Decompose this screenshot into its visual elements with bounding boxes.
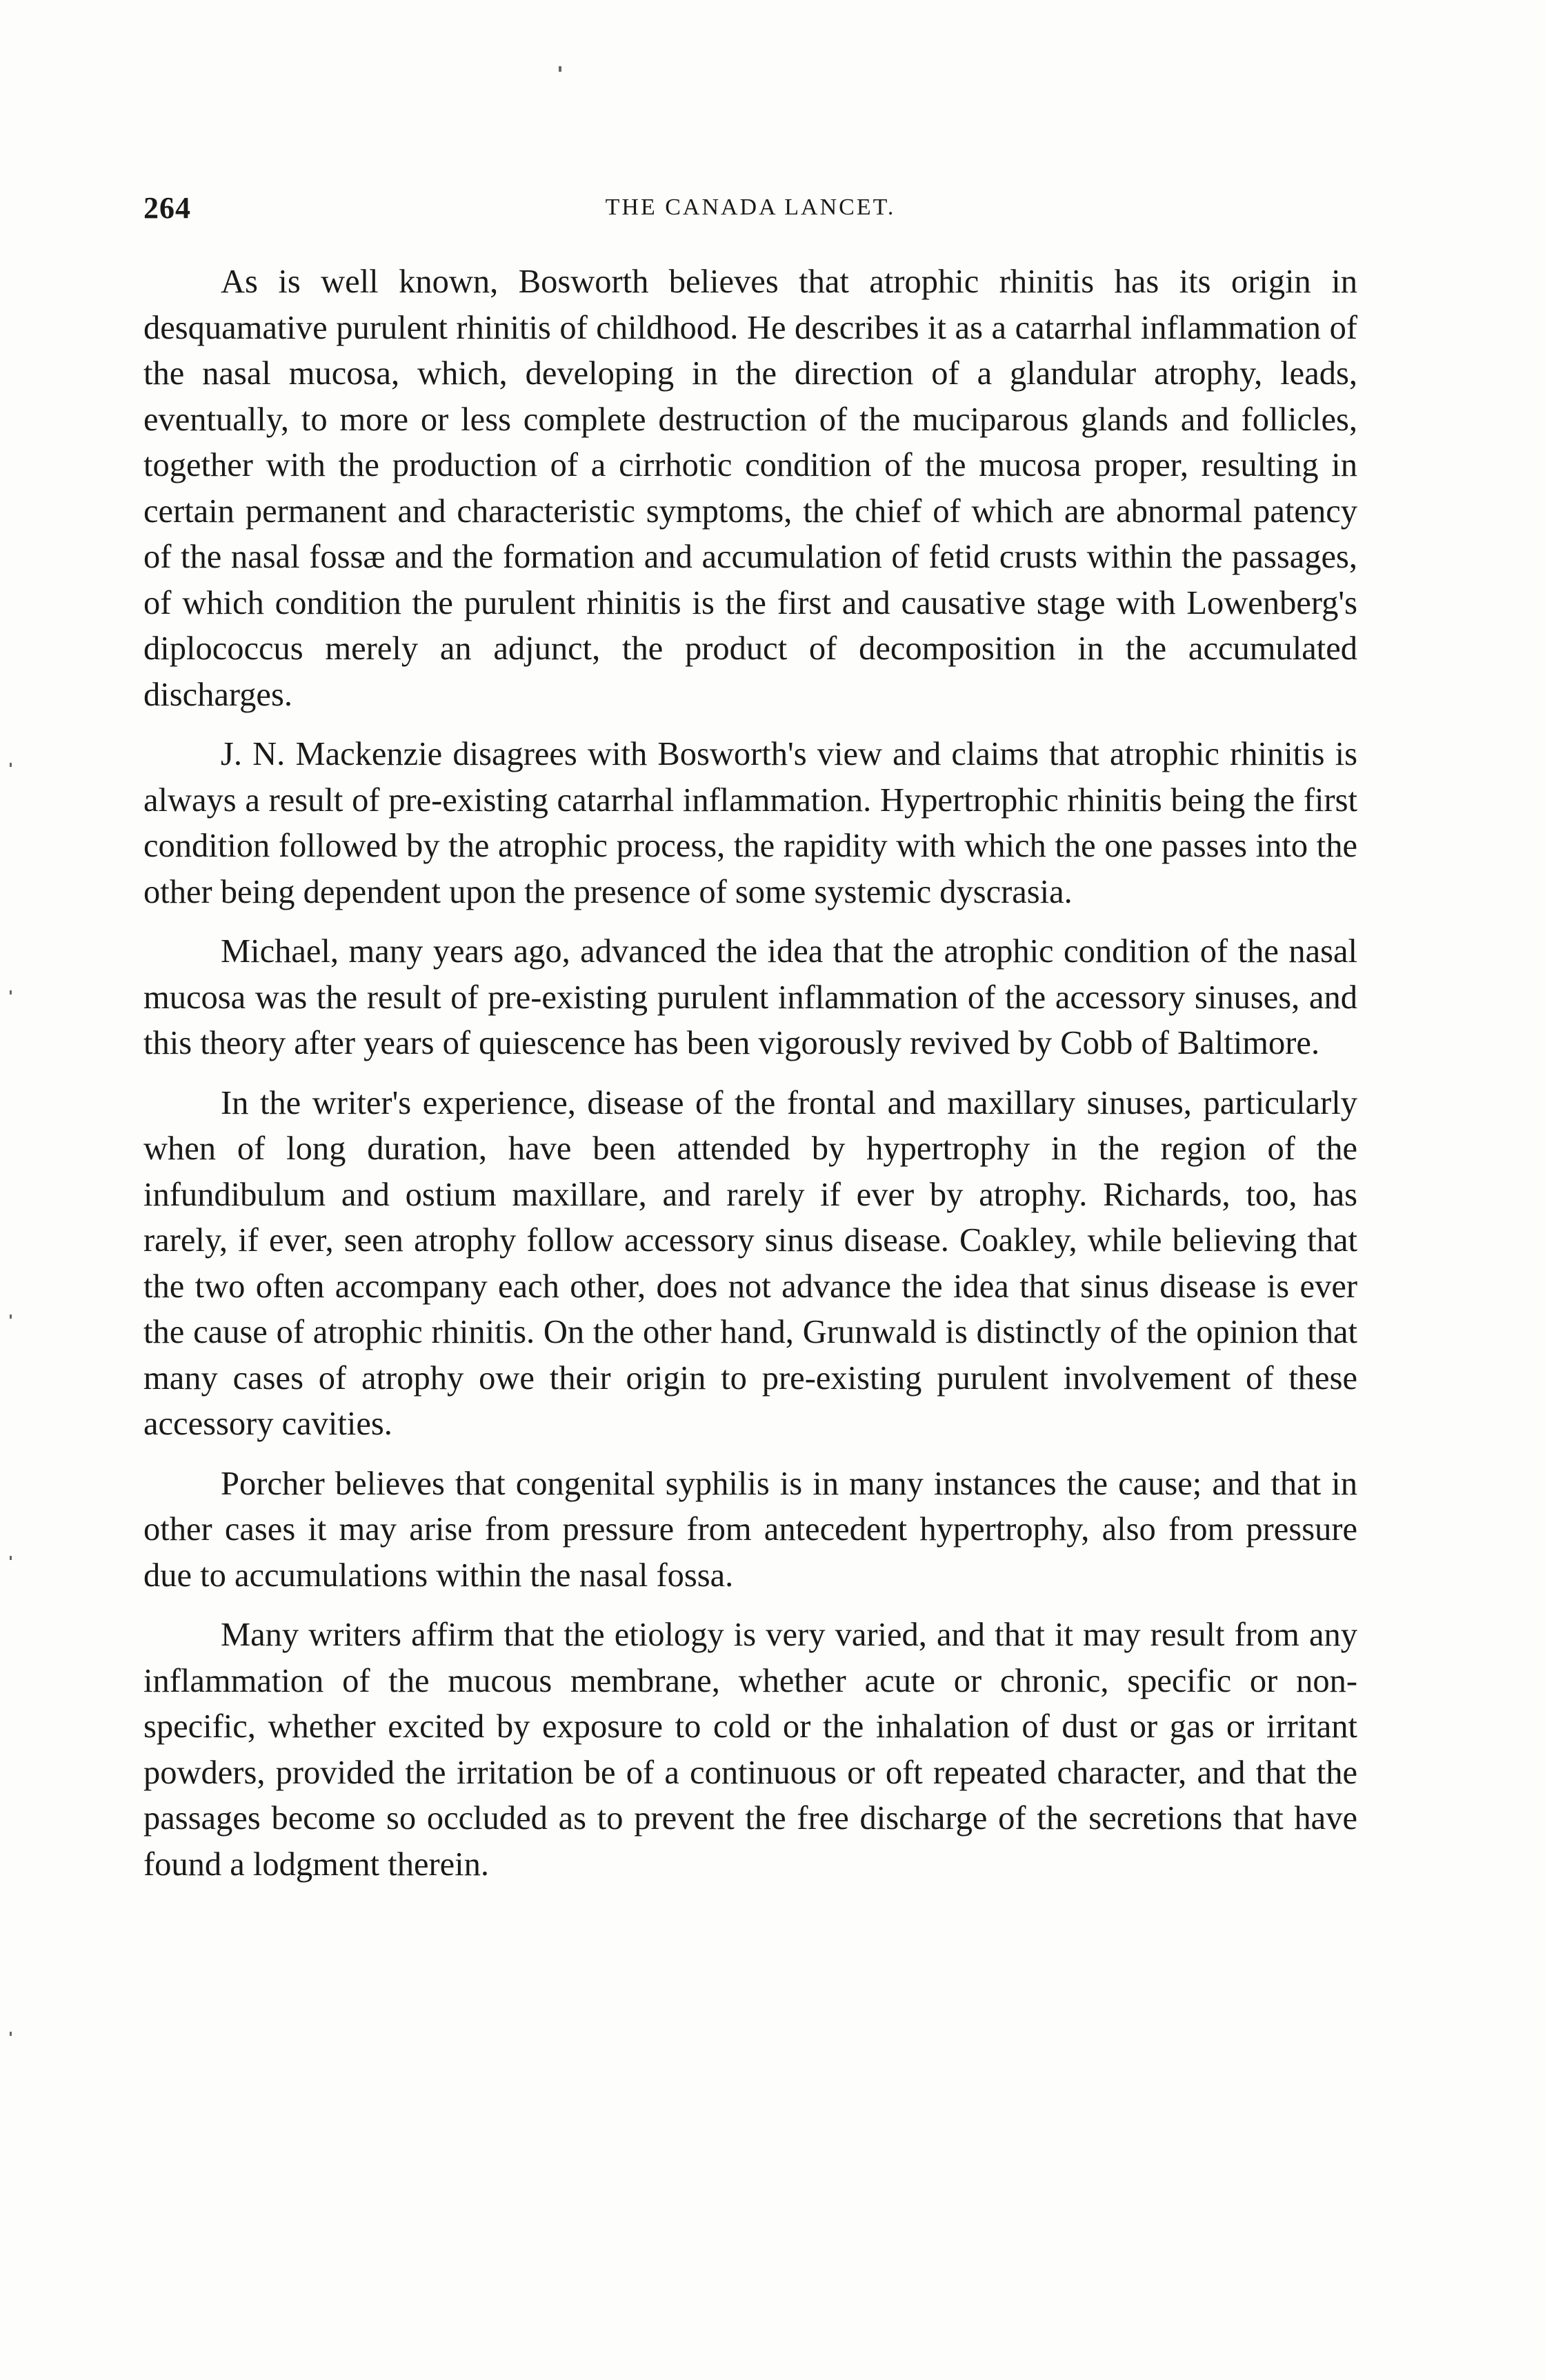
paragraph: As is well known, Bosworth believes that atrophic rhinitis has its origin in desquamative purulent rhinitis of childhood. He describes it as a catarrhal inflammation of the nasal mucosa, which, developing in the direction of a glandular atrophy, leads, eventually, to more or less complete destruction of the muciparous glands and follicles, together with the production of a cirrhotic condition of the mucosa proper, resulting in certain permanent and characteristic symptoms, the chief of which are abnormal patency of the nasal fossæ and the formation and accumulation of fetid crusts within the passages, of which condition the purulent rhinitis is the first and causative stage with Lowenberg's diplococcus merely an adjunct, the product of decomposition in the accumulated discharges. [143, 263, 1357, 713]
scan-speck [559, 66, 561, 72]
running-head: THE CANADA LANCET. [605, 194, 896, 220]
page-number: 264 [143, 191, 191, 225]
scan-speck [10, 763, 12, 767]
article-body [143, 259, 1357, 1901]
scan-speck [10, 2032, 12, 2036]
paragraph: J. N. Mackenzie disagrees with Bosworth's view and claims that atrophic rhinitis is always a result of pre-existing catarrhal inflammation. Hypertrophic rhinitis being the first condition followed by the atrophic process, the rapidity with which the one passes into the other being dependent upon the presence of some systemic dyscrasia. [143, 736, 1357, 910]
paragraph: In the writer's experience, disease of the frontal and maxillary sinuses, particularly when of long duration, have been attended by hypertrophy in the region of the infundibulum and ostium maxillare, and rarely if ever by atrophy. Richards, too, has rarely, if ever, seen atrophy follow accessory sinus disease. Coakley, while believing that the two often accompany each other, does not advance the idea that sinus disease is ever the cause of atrophic rhinitis. On the other hand, Grunwald is distinctly of the opinion that many cases of atrophy owe their origin to pre-existing purulent involvement of these accessory cavities. [143, 1084, 1357, 1442]
scan-speck [10, 1556, 12, 1560]
scan-speck [10, 1314, 12, 1319]
paragraph: Many writers affirm that the etiology is very varied, and that it may result from any inflammation of the mucous membrane, whether acute or chronic, specific or non-specific, whether excited by exposure to cold or the inhalation of dust or gas or irritant powders, provided the irritation be of a continuous or oft repeated character, and that the passages become so occluded as to prevent the free discharge of the secretions that have found a lodgment therein. [143, 1617, 1357, 1883]
paragraph: Michael, many years ago, advanced the idea that the atrophic condition of the nasal mucosa was the result of pre-existing purulent inflammation of the accessory sinuses, and this theory after years of quiescence has been vigorously revived by Cobb of Baltimore. [143, 933, 1357, 1061]
page-header [143, 190, 1357, 232]
scan-speck [10, 990, 12, 994]
paragraph: Porcher believes that congenital syphilis is in many instances the cause; and that in other cases it may arise from pressure from antecedent hypertrophy, also from pressure due to accumulations within the nasal fossa. [143, 1465, 1357, 1594]
